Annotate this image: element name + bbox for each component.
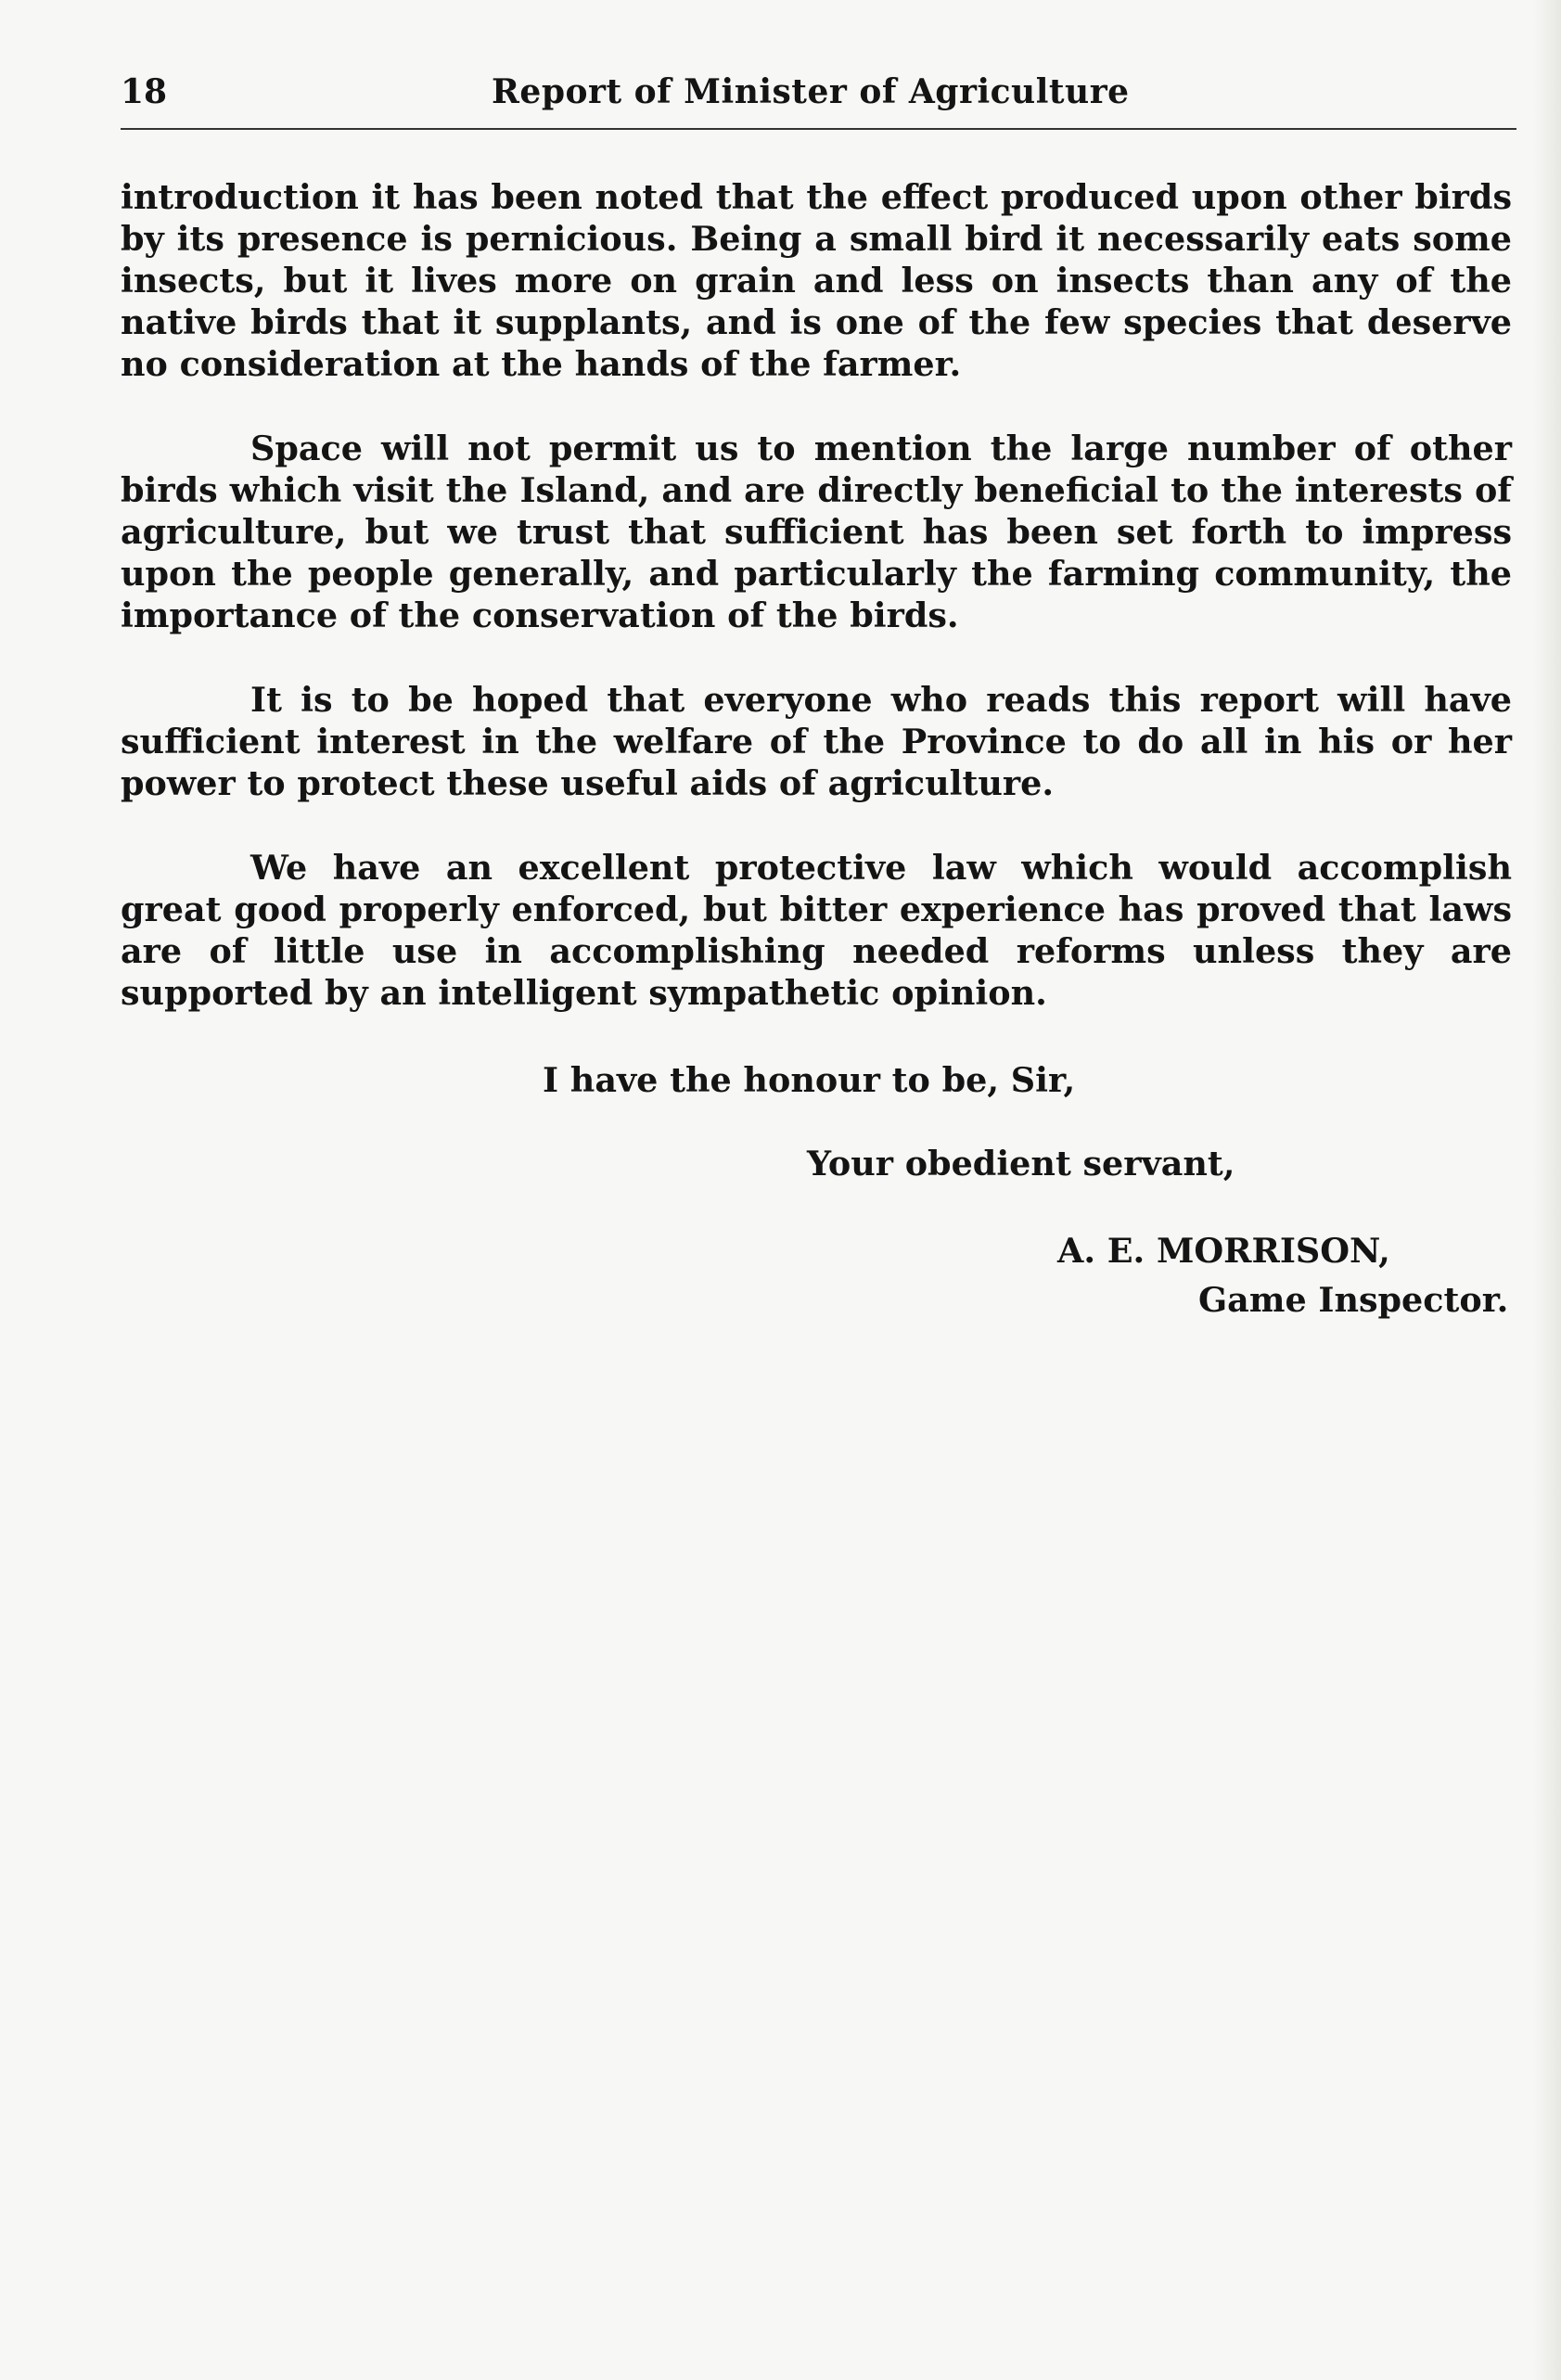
page-number: 18 [121, 72, 168, 111]
page-header [121, 72, 1512, 119]
page-edge-shadow [1533, 0, 1561, 2380]
closing-valediction: Your obedient servant, [807, 1144, 1235, 1184]
paragraph-space: Space will not permit us to mention the large number of other birds which visit the Island, and are directly beneficial to the interests of agriculture, but we trust that sufficient has been set forth to impress upon the people generally, and particularly the farming community, the importance of the conservation of the birds. [121, 429, 1512, 635]
closing-salutation: I have the honour to be, Sir, [543, 1060, 1076, 1100]
running-title: Report of Minister of Agriculture [492, 72, 1130, 111]
paragraph-law: We have an excellent protective law which would accomplish great good properly enforced, but bitter experience has proved that laws are of little use in accomplishing needed reforms unless they are supported by an intelligent sympathetic opinion. [121, 848, 1512, 1013]
paragraph-hope: It is to be hoped that everyone who reads this report will have sufficient interest in the welfare of the Province to do all in his or her power to protect these useful aids of agriculture. [121, 680, 1512, 803]
header-rule [121, 128, 1516, 130]
body-text [121, 176, 1512, 1056]
paragraph-continued: introduction it has been noted that the effect produced upon other birds by its presence is pernicious. Being a small bird it necessarily eats some insects, but it lives more on grain and less on insects than any of the native birds that it supplants, and is one of the few species that deserve no consideration at the hands of the farmer. [121, 177, 1512, 384]
signatory-title: Game Inspector. [1198, 1280, 1509, 1320]
signatory-name: A. E. MORRISON, [1057, 1231, 1390, 1271]
